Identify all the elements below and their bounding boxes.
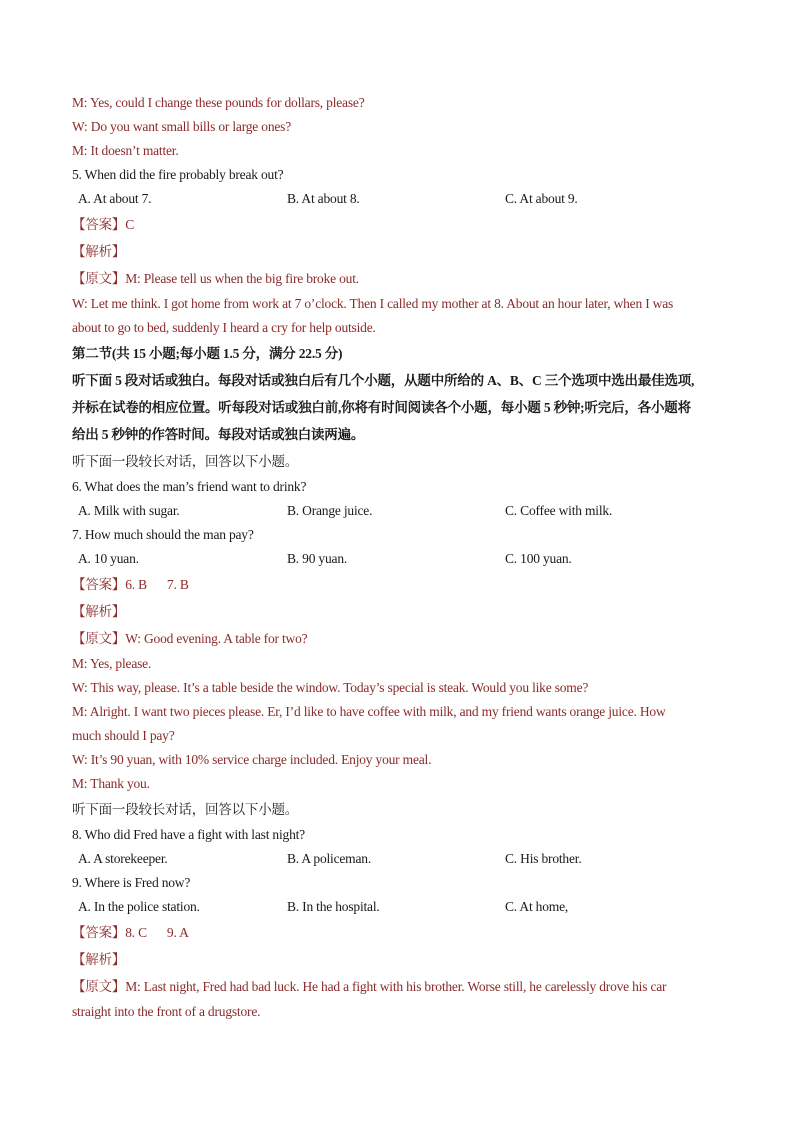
analysis-label: 【解析】 — [72, 952, 126, 967]
dialogue-line: about to go to bed, suddenly I heard a cry for help outside. — [72, 320, 376, 335]
question-8-options — [72, 847, 724, 871]
instructions-line: 并标在试卷的相应位置。听每段对话或独白前,你将有时间阅读各个小题，每小题 5 秒钟;听完后，各小题将 — [72, 400, 691, 415]
dialogue-line: M: Thank you. — [72, 776, 150, 791]
answer-value: 8. C — [125, 925, 147, 940]
option-b: B. Orange juice. — [287, 503, 373, 518]
dialogue-line: much should I pay? — [72, 728, 175, 743]
answer-line — [72, 211, 724, 238]
option-a: A. A storekeeper. — [78, 851, 168, 866]
instructions-line: 给出 5 秒钟的作答时间。每段对话或独白读两遍。 — [72, 427, 365, 442]
option-c: C. At about 9. — [505, 191, 578, 206]
option-c: C. 100 yuan. — [505, 551, 572, 566]
dialogue-line: W: This way, please. It’s a table beside the window. Today’s special is steak. Would you like some? — [72, 680, 589, 695]
option-b: B. A policeman. — [287, 851, 371, 866]
answer-value: C — [125, 217, 135, 232]
option-c: C. His brother. — [505, 851, 582, 866]
answer-line — [72, 919, 724, 946]
answer-value: 7. B — [166, 577, 189, 592]
transcript-label: 【原文】 — [72, 631, 126, 646]
option-c: C. Coffee with milk. — [505, 503, 613, 518]
dialogue-line: straight into the front of a drugstore. — [72, 1004, 261, 1019]
question-7-options — [72, 547, 724, 571]
dialogue-line: M: Yes, please. — [72, 656, 152, 671]
option-b: B. At about 8. — [287, 191, 360, 206]
long-dialogue-intro: 听下面一段较长对话，回答以下小题。 — [72, 802, 299, 817]
option-a: A. In the police station. — [78, 899, 200, 914]
transcript-line — [72, 625, 724, 652]
analysis-label: 【解析】 — [72, 244, 126, 259]
option-c: C. At home, — [505, 899, 569, 914]
answer-label: 【答案】 — [72, 217, 126, 232]
answer-line — [72, 571, 724, 598]
transcript-text: M: Last night, Fred had bad luck. He had a fight with his brother. Worse still, he carelessly drove his car — [125, 979, 667, 994]
option-b: B. In the hospital. — [287, 899, 380, 914]
answer-label: 【答案】 — [72, 925, 126, 940]
question-7: 7. How much should the man pay? — [72, 527, 254, 542]
answer-value: 6. B — [125, 577, 147, 592]
transcript-line — [72, 265, 724, 292]
dialogue-line: W: Do you want small bills or large ones? — [72, 119, 292, 134]
question-5-options — [72, 187, 724, 211]
option-a: A. Milk with sugar. — [78, 503, 180, 518]
question-9-options — [72, 895, 724, 919]
long-dialogue-intro: 听下面一段较长对话，回答以下小题。 — [72, 454, 299, 469]
transcript-text: M: Please tell us when the big fire broke out. — [125, 271, 359, 286]
question-6: 6. What does the man’s friend want to drink? — [72, 479, 307, 494]
option-a: A. At about 7. — [78, 191, 152, 206]
transcript-label: 【原文】 — [72, 271, 126, 286]
dialogue-line: M: Alright. I want two pieces please. Er, I’d like to have coffee with milk, and my friend wants orange juice. How — [72, 704, 666, 719]
dialogue-line: W: It’s 90 yuan, with 10% service charge included. Enjoy your meal. — [72, 752, 432, 767]
answer-label: 【答案】 — [72, 577, 126, 592]
document-page — [72, 91, 724, 1024]
question-5: 5. When did the fire probably break out? — [72, 167, 284, 182]
instructions-line: 听下面 5 段对话或独白。每段对话或独白后有几个小题，从题中所给的 A、B、C 三个选项中选出最佳选项, — [72, 373, 695, 388]
transcript-text: W: Good evening. A table for two? — [125, 631, 308, 646]
dialogue-line: M: Yes, could I change these pounds for dollars, please? — [72, 95, 365, 110]
option-b: B. 90 yuan. — [287, 551, 348, 566]
question-9: 9. Where is Fred now? — [72, 875, 191, 890]
section-heading: 第二节(共 15 小题;每小题 1.5 分，满分 22.5 分) — [72, 346, 343, 361]
option-a: A. 10 yuan. — [78, 551, 139, 566]
transcript-line — [72, 973, 724, 1000]
transcript-label: 【原文】 — [72, 979, 126, 994]
analysis-label: 【解析】 — [72, 604, 126, 619]
dialogue-line: W: Let me think. I got home from work at 7 o’clock. Then I called my mother at 8. About an hour later, when I was — [72, 296, 674, 311]
question-8: 8. Who did Fred have a fight with last night? — [72, 827, 305, 842]
dialogue-line: M: It doesn’t matter. — [72, 143, 179, 158]
answer-value: 9. A — [166, 925, 189, 940]
question-6-options — [72, 499, 724, 523]
